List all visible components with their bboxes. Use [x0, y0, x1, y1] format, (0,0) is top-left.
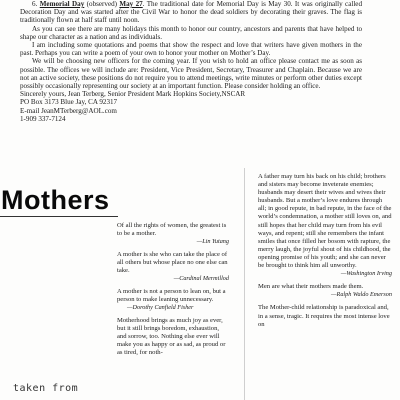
quote-text: Motherhood brings as much joy as ever, but it still brings boredom, exhaustion, and sorrow, too. Nothing else ever will make you as happy or as sad, as proud or as tired, for noth- — [117, 317, 226, 356]
quote-attribution: —Washington Irving — [340, 270, 392, 278]
phone-number: 1-909 337-7124 — [20, 114, 66, 123]
quote-text: A mother is not a person to lean on, but a person to make leaning unnecessary. — [117, 288, 226, 303]
quotations-paragraph: I am including some quotations and poems that show the respect and love that writers have given mothers in the past. Perhaps you can write a poem of your own to honor your mother on Mother’s Day. — [20, 41, 362, 58]
quote-attribution: —Ralph Waldo Emerson — [331, 291, 392, 299]
quote-item — [117, 251, 229, 283]
handwritten-note: taken from — [13, 383, 79, 394]
memorial-day-paragraph — [20, 0, 362, 25]
quote-attribution: —Lin Yutang — [196, 238, 229, 245]
postal-address: PO Box 3173 Blue Jay, CA 92317 — [20, 98, 118, 107]
quote-item — [117, 317, 229, 357]
quote-attribution: —Dorothy Canfield Fisher — [127, 304, 194, 311]
observed-note: (observed) — [84, 0, 120, 8]
right-quote-column — [258, 173, 392, 334]
quote-item — [258, 283, 392, 299]
holiday-date: May 27 — [119, 0, 143, 8]
holidays-paragraph: As you can see there are many holidays this month to honor our country, ancestors and parents that have helped to shape our character as a nation and as individuals. — [20, 24, 362, 41]
left-quote-column — [117, 222, 229, 362]
quote-item — [258, 304, 392, 328]
quote-item — [117, 222, 229, 246]
item-number: 6. — [32, 0, 40, 8]
column-divider — [244, 168, 245, 400]
quote-item — [117, 288, 229, 312]
quote-item — [258, 173, 392, 278]
memorial-day-text: . The traditional date for Memorial Day is May 30. It was originally called Decoration Day and was started after the Civil War to honor the dead soldiers by decorating their graves. The flag is traditionally flown at half staff until noon. — [20, 0, 362, 25]
quote-text: A mother is she who can take the place of all others but whose place no one else can take. — [117, 251, 228, 274]
heading-rule — [0, 216, 118, 217]
mothers-heading: Mothers — [1, 185, 110, 215]
quote-text: The Mother-child relationship is paradoxical and, in a sense, tragic. It requires the most intense love on — [258, 304, 390, 328]
holiday-name: Memorial Day — [39, 0, 85, 8]
closing-signature: Sincerely yours, Jean Terberg, Senior President Mark Hopkins Society,NSCAR — [20, 90, 246, 99]
officers-paragraph: We will be choosing new officers for the coming year. If you wish to hold an office please contact me as soon as possible. The offices we will include are: President, Vice President, Secretary, Treasurer and Chaplain. Because we are not an active society, these positions do not require you to attend meetings, write minutes or perform other duties except possibly occasionally representing our society at an important function. Please consider holding an office. — [20, 57, 362, 91]
newsletter-letter — [20, 0, 362, 123]
quote-text: A father may turn his back on his child; brothers and sisters may become inveterate enemies; husbands may desert their wives and wives their husbands. But a mother’s love endures through all; in good repute, in bad repute, in the face of the world’s condemnation, a mother still loves on, and still hopes that her child may turn from his evil ways, and repent; still she remembers the infant smiles that once filled her bosom with rapture, the merry laugh, the joyful shout of his childhood, the opening promise of his youth; and she can never be brought to think him all unworthy. — [258, 173, 392, 270]
quote-attribution: —Cardinal Mermillod — [173, 275, 229, 282]
quote-text: Of all the rights of women, the greatest is to be a mother. — [117, 222, 227, 237]
quote-text: Men are what their mothers made them. — [258, 283, 364, 291]
email-address: E-mail JeanMTerberg@AOL.com — [20, 106, 117, 115]
